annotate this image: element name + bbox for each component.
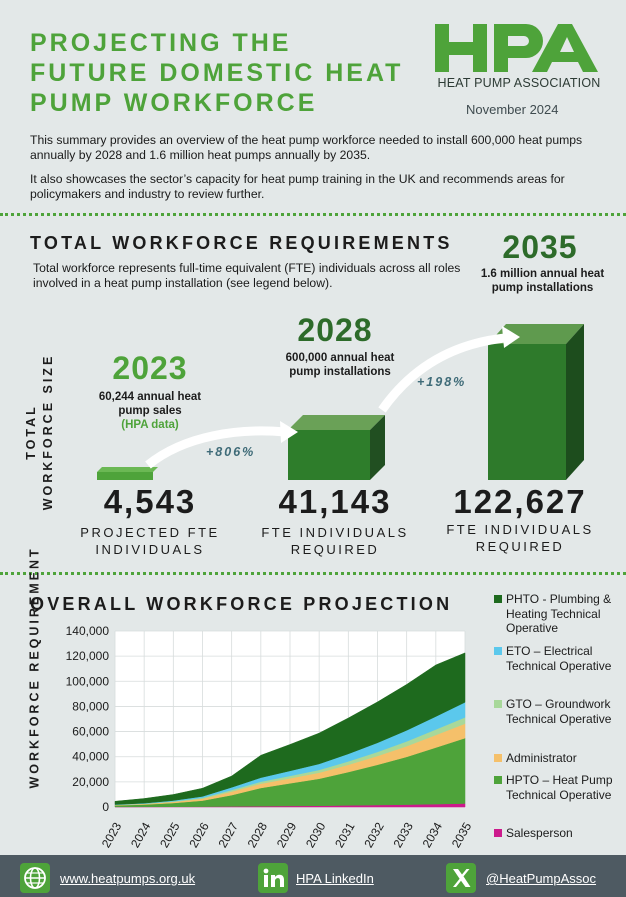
axis-label-line-2: WORKFORCE SIZE [41,353,55,511]
section-divider-2 [0,572,626,575]
projection-title: OVERALL WORKFORCE PROJECTION [30,594,453,614]
fte-2023-caption-2: INDIVIDUALS [95,542,205,557]
legend-swatch [494,647,502,655]
x-tick-label: 2023 [98,819,125,851]
legend-label: HPTO – Heat Pump Technical Operative [506,773,613,802]
x-tick-label: 2033 [390,819,416,851]
legend-label: PHTO - Plumbing & Heating Technical Operative [506,592,612,635]
box-2028 [288,415,385,480]
year-2023-source: (HPA data) [121,419,179,431]
year-2028-note: 600,000 annual heat pump installations [285,352,395,378]
x-tick-label: 2031 [332,819,358,851]
x-tick-label: 2030 [302,819,329,851]
y-tick-label: 20,000 [72,774,109,789]
y-tick-label: 100,000 [65,674,109,689]
year-2035-note: 1.6 million annual heat pump installations [480,268,605,294]
legend-swatch [494,776,502,784]
x-icon [446,863,476,893]
box-2023 [97,467,158,480]
axis-label-line-1: TOTAL [24,404,38,460]
year-2023-note [85,390,215,432]
y-tick-label: 60,000 [72,724,109,739]
year-2028-label: 2028 [297,312,373,348]
legend-label: Administrator [506,751,577,765]
box-2035 [488,324,584,480]
requirements-description: Total workforce represents full-time equivalent (FTE) individuals across all roles involved in a heat pump installation (see legend below). [33,261,461,290]
x-tick-label: 2028 [244,819,271,851]
year-2035-label: 2035 [502,229,578,265]
publication-date: November 2024 [466,102,559,117]
fte-2035-caption-1: FTE INDIVIDUALS [446,522,594,537]
growth-2028-2035: +198% [417,375,467,389]
fte-2028-caption-2: REQUIRED [290,542,380,557]
fte-2035-caption-2: REQUIRED [475,539,565,554]
growth-arrow-2 [382,338,505,410]
website-link[interactable]: www.heatpumps.org.uk [60,871,196,886]
title-line-2: FUTURE DOMESTIC HEAT [30,59,404,87]
fte-2023-caption-1: PROJECTED FTE [80,525,220,540]
x-handle-link[interactable]: @HeatPumpAssoc [486,871,597,886]
y-tick-label: 40,000 [72,749,109,764]
fte-2028-caption-1: FTE INDIVIDUALS [261,525,409,540]
year-2023-label: 2023 [112,350,188,386]
x-tick-label: 2029 [273,819,300,851]
fte-2035-caption [420,521,620,555]
chart-y-axis-label: WORKFORCE REQUIREMENT [27,546,42,789]
globe-icon [20,863,50,893]
x-tick-label: 2027 [215,819,241,851]
x-tick-label: 2024 [127,819,154,851]
title-line-1: PROJECTING THE [30,29,292,57]
y-tick-label: 140,000 [65,624,109,638]
fte-2035-value: 122,627 [453,483,587,520]
legend-swatch [494,754,502,762]
y-tick-label: 0 [102,800,109,814]
linkedin-icon [258,863,288,893]
legend-label: GTO – Groundwork Technical Operative [506,697,612,726]
legend-label: ETO – Electrical Technical Operative [506,644,612,673]
section-divider [0,213,626,216]
x-tick-label: 2032 [361,819,387,851]
footer [0,855,626,897]
fte-2023-value: 4,543 [103,483,197,520]
x-tick-label: 2035 [448,819,475,851]
intro-paragraph-2: It also showcases the sector’s capacity for heat pump training in the UK and recommends areas for policymakers and industry to review further. [30,172,565,201]
x-tick-label: 2026 [186,819,212,851]
legend-swatch [494,700,502,708]
legend-swatch [494,829,502,837]
fte-2023-caption [50,524,250,558]
linkedin-link[interactable]: HPA LinkedIn [296,871,374,886]
growth-2023-2028: +806% [206,445,256,459]
legend-label: Salesperson [506,826,573,840]
requirements-title: TOTAL WORKFORCE REQUIREMENTS [30,233,453,253]
intro-paragraph-1: This summary provides an overview of the heat pump workforce needed to install 600,000 heat pumps annually by 2028 and 1.6 million heat pumps annually by 2035. [30,133,583,162]
fte-2028-value: 41,143 [278,483,392,520]
year-2023-note-text: 60,244 annual heat pump sales [98,391,202,417]
x-tick-label: 2034 [419,819,446,851]
title-line-3: PUMP WORKFORCE [30,89,318,117]
x-tick-label: 2025 [157,819,183,851]
y-tick-label: 80,000 [72,699,109,714]
legend-swatch [494,595,502,603]
page-title [30,28,430,118]
logo-text: HPA [432,18,434,19]
fte-2028-caption [235,524,435,558]
logo-subtitle: HEAT PUMP ASSOCIATION [437,76,601,90]
workforce-area-chart [55,620,475,855]
y-tick-label: 120,000 [65,649,109,664]
